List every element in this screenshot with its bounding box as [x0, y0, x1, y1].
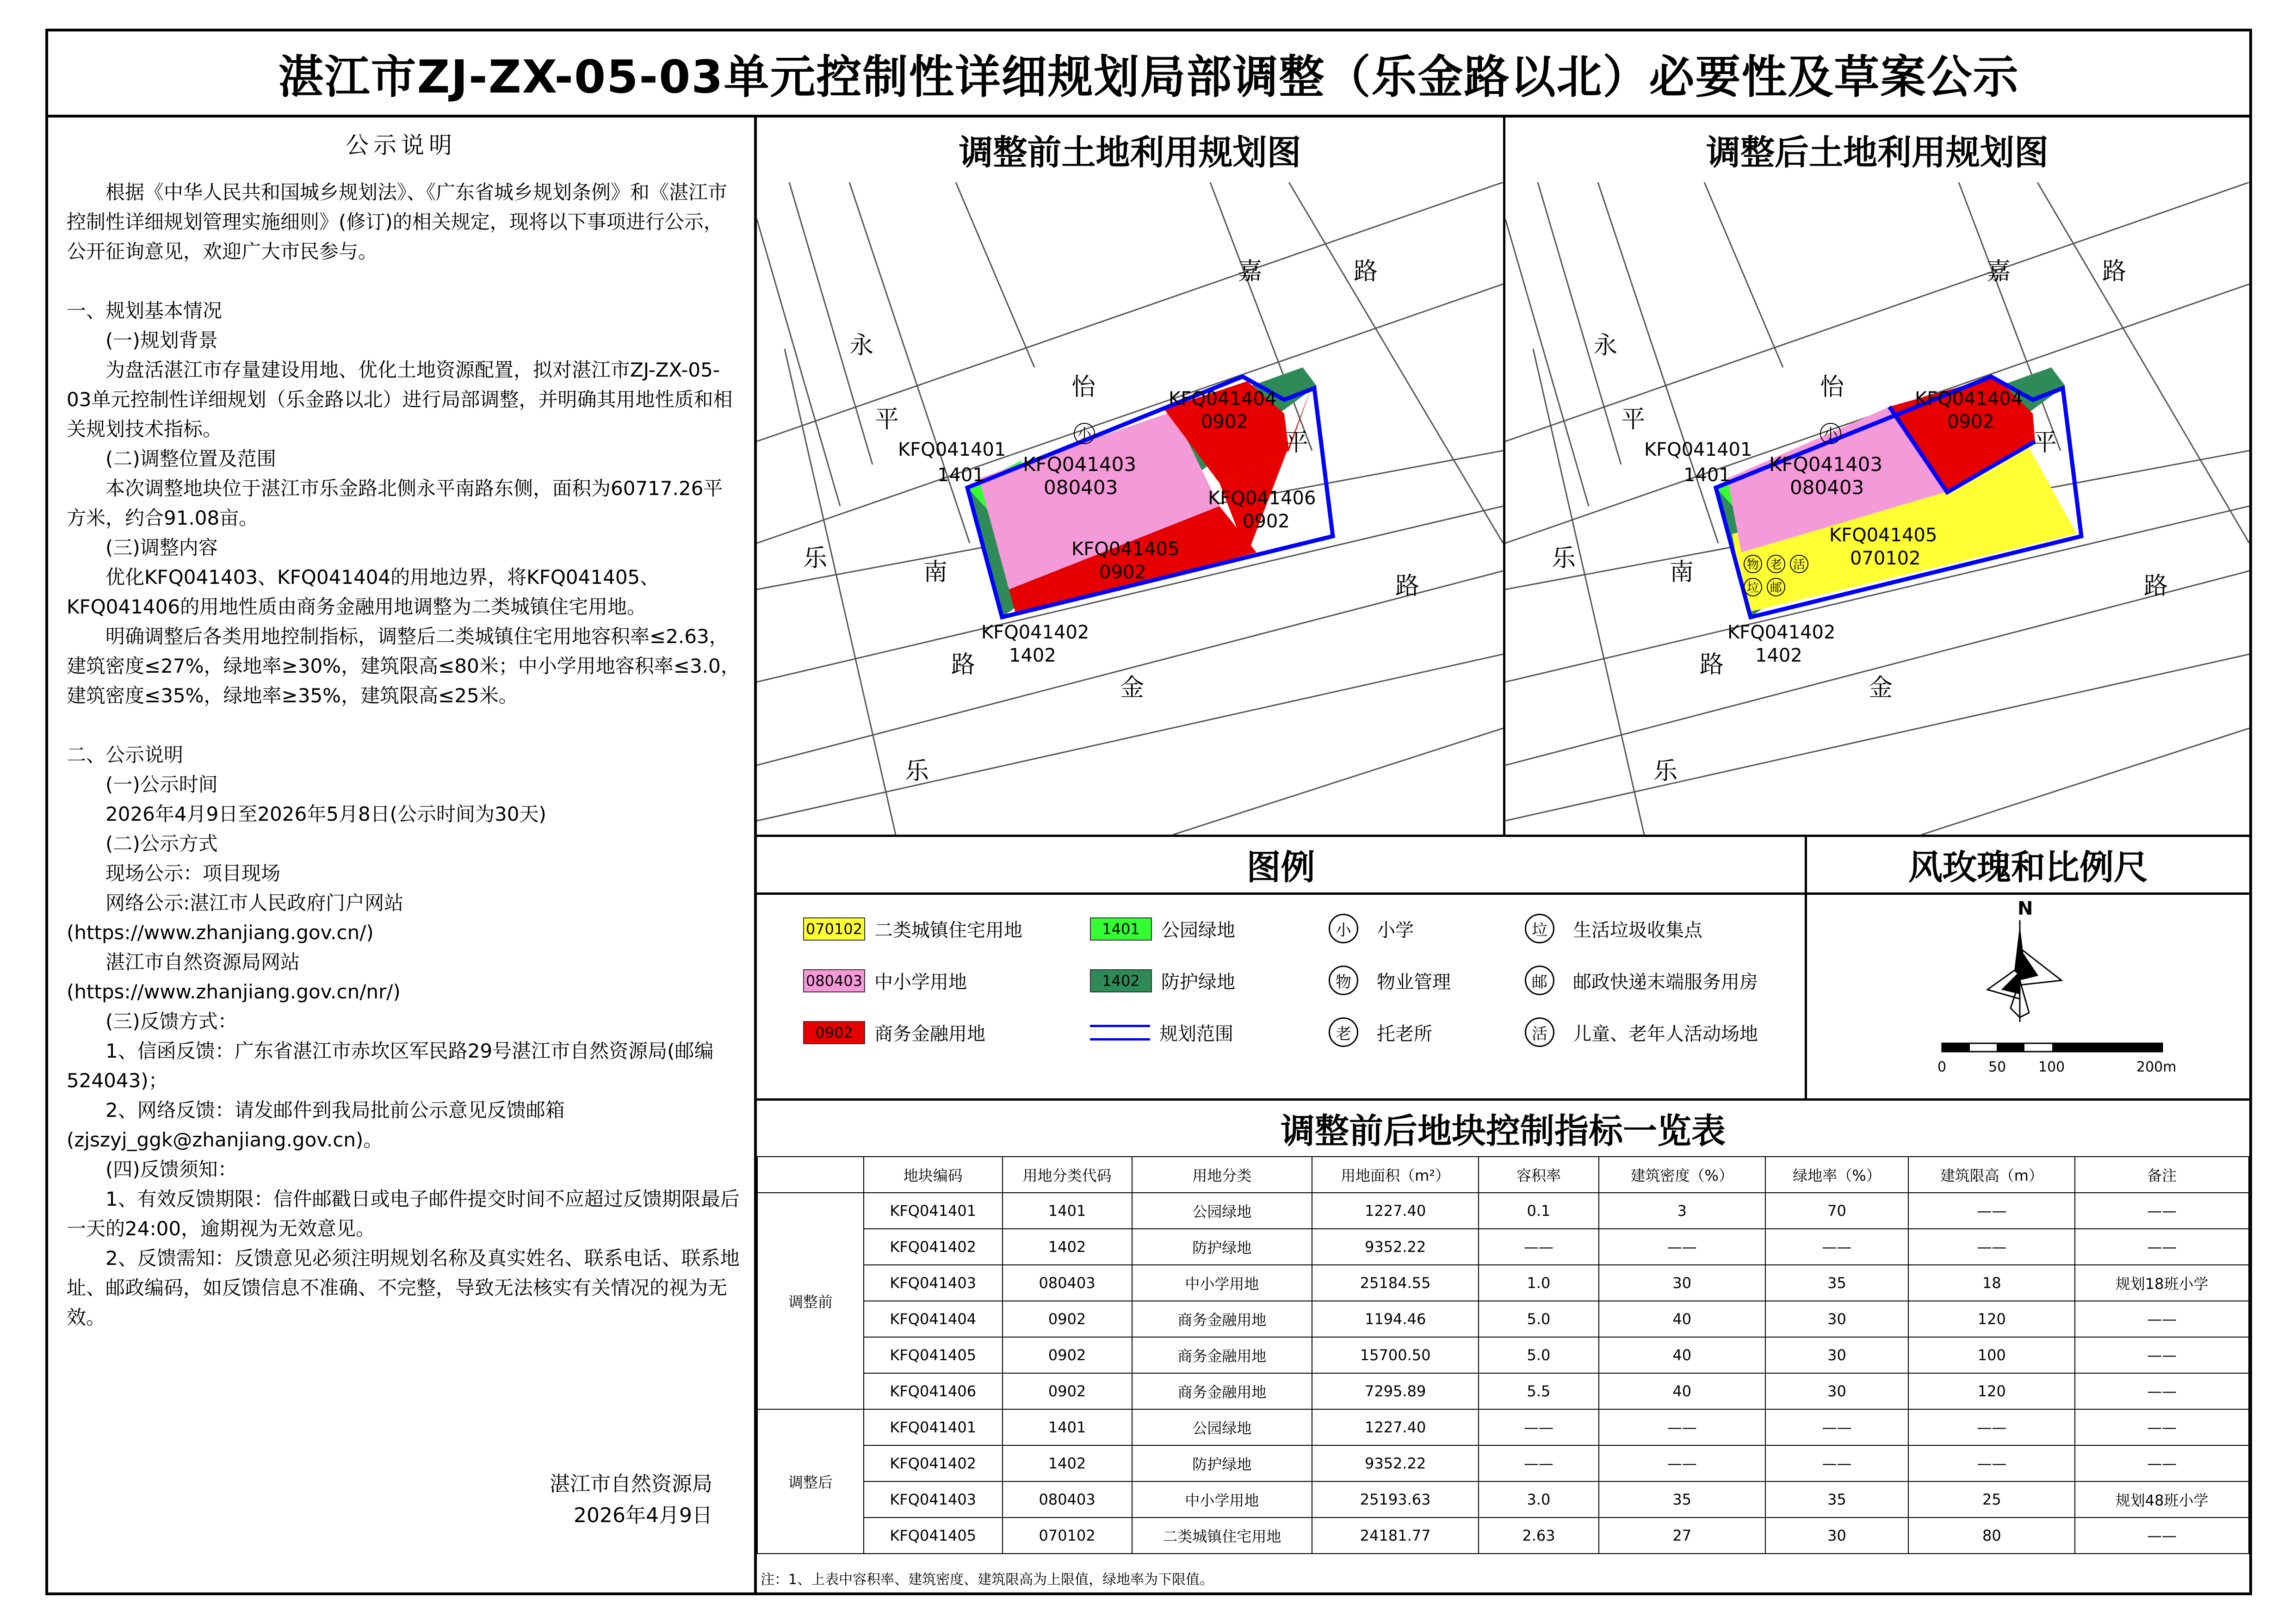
table-row	[757, 1301, 2249, 1337]
legend-symbol-school	[1329, 914, 1414, 943]
table-cell: 25193.63	[1312, 1481, 1479, 1518]
before-map[interactable]	[757, 182, 1503, 835]
table-cell: 2.63	[1479, 1518, 1599, 1554]
table-cell: ——	[1479, 1445, 1599, 1481]
road-label-nan: 南	[923, 558, 948, 586]
road-label-le: 乐	[803, 545, 828, 572]
table-cell: 27	[1599, 1518, 1765, 1554]
notice-url[interactable]: (https://www.zhanjiang.gov.cn/nr/)	[67, 980, 401, 1003]
notice-paragraph: 根据《中华人民共和国城乡规划法》、《广东省城乡规划条例》和《湛江市控制性详细规划管理实施细则》(修订)的相关规定，现将以下事项进行公示，公开征询意见，欢迎广大市民参与。	[67, 181, 728, 263]
table-cell: ——	[2075, 1518, 2249, 1554]
legend-symbol-postal	[1525, 966, 1758, 995]
parcel-label-kfq041406: KFQ041406	[1208, 488, 1316, 509]
table-cell: 1.0	[1479, 1265, 1599, 1301]
scale-tick-50: 50	[1988, 1059, 2006, 1075]
legend-label: 儿童、老年人活动场地	[1573, 1023, 1758, 1045]
table-cell: 5.5	[1479, 1373, 1599, 1409]
road-label-ping: 平	[875, 406, 899, 434]
before-map-panel	[757, 118, 1505, 835]
signature-date: 2026年4月9日	[574, 1504, 712, 1527]
notice-paragraph: 2、反馈需知：反馈意见必须注明规划名称及真实姓名、联系电话、联系地址、邮政编码，如反馈信息不准确、不完整，导致无法核实有关情况的视为无效。	[67, 1247, 740, 1329]
table-header: 绿地率（%）	[1765, 1157, 1909, 1193]
road-label-jia: 嘉	[1987, 258, 2011, 285]
table-cell: 15700.50	[1312, 1337, 1479, 1373]
table-cell: 70	[1765, 1193, 1909, 1229]
road-label-jin: 金	[1869, 674, 1893, 702]
notice-subheading: (四)反馈须知：	[105, 1158, 237, 1181]
table-header: 用地分类	[1132, 1157, 1312, 1193]
scale-tick-100: 100	[2038, 1059, 2065, 1075]
table-cell: 商务金融用地	[1132, 1373, 1312, 1409]
legend-swatch-boundary	[1090, 1025, 1150, 1041]
table-cell: 0902	[1003, 1301, 1132, 1337]
group-label-before: 调整前	[757, 1193, 864, 1409]
parcel-label-kfq041402: KFQ041402	[981, 622, 1089, 643]
table-cell: ——	[1765, 1229, 1909, 1265]
elderly-care-icon: 老	[1767, 555, 1785, 573]
table-cell: 1401	[1003, 1193, 1132, 1229]
road-label-yong: 永	[849, 332, 874, 359]
legend-panel	[757, 835, 1807, 1098]
table-cell: 120	[1908, 1301, 2075, 1337]
legend-label: 托老所	[1377, 1023, 1432, 1045]
table-cell: 9352.22	[1312, 1445, 1479, 1481]
garbage-station-icon: 垃	[1525, 914, 1554, 943]
legend-item-buffer	[1090, 967, 1235, 994]
table-title: 调整前后地块控制指标一览表	[1281, 1111, 1726, 1151]
parcel-code-1401: 1401	[1683, 465, 1731, 486]
table-cell: ——	[1908, 1445, 2075, 1481]
legend-label: 物业管理	[1377, 971, 1451, 993]
road-label-lu: 路	[1700, 651, 1724, 679]
notice-paragraph: 1、有效反馈期限：信件邮戳日或电子邮件提交时间不应超过反馈期限最后一天的24:00，逾期视为无效意见。	[67, 1188, 740, 1240]
table-cell: 35	[1599, 1481, 1765, 1518]
elderly-care-icon: 老	[1329, 1017, 1358, 1047]
table-header: 地块编码	[864, 1157, 1003, 1193]
table-cell: KFQ041404	[864, 1301, 1003, 1337]
table-cell: 18	[1908, 1265, 2075, 1301]
table-cell: ——	[2075, 1301, 2249, 1337]
after-map-panel	[1505, 118, 2249, 835]
road-label-ping-2: 平	[1284, 429, 1309, 457]
notice-subheading: (三)调整内容	[105, 536, 218, 559]
table-header: 用地分类代码	[1003, 1157, 1132, 1193]
legend-label: 规划范围	[1159, 1023, 1233, 1045]
table-cell: 30	[1765, 1337, 1909, 1373]
postal-service-icon: 邮	[1767, 578, 1785, 596]
table-cell: 30	[1765, 1373, 1909, 1409]
control-table	[757, 1156, 2249, 1554]
table-cell: 30	[1765, 1301, 1909, 1337]
table-cell: ——	[2075, 1373, 2249, 1409]
table-cell: KFQ041405	[864, 1337, 1003, 1373]
legend-label: 邮政快递末端服务用房	[1573, 971, 1758, 993]
page-title: 湛江市ZJ-ZX-05-03单元控制性详细规划局部调整（乐金路以北）必要性及草案公示	[48, 31, 2249, 118]
parcel-label-kfq041401: KFQ041401	[1644, 439, 1752, 460]
table-cell: KFQ041405	[864, 1518, 1003, 1554]
table-cell: 30	[1765, 1518, 1909, 1554]
notice-subheading: (一)公示时间	[105, 773, 218, 796]
parcel-label-kfq041401: KFQ041401	[898, 439, 1006, 460]
table-cell: 3	[1599, 1193, 1765, 1229]
school-icon: 小	[1820, 423, 1841, 444]
road-label-jia: 嘉	[1238, 258, 1262, 285]
legend-item-park	[1090, 916, 1235, 942]
property-management-icon: 物	[1744, 555, 1762, 573]
table-cell: 公园绿地	[1132, 1193, 1312, 1229]
parcel-code-0902: 0902	[1947, 411, 1994, 433]
notice-body	[67, 178, 742, 1332]
table-cell: 1402	[1003, 1229, 1132, 1265]
table-cell: ——	[1599, 1229, 1765, 1265]
table-cell: KFQ041403	[864, 1481, 1003, 1518]
table-row	[757, 1229, 2249, 1265]
postal-service-icon: 邮	[1525, 966, 1554, 995]
table-cell: 40	[1599, 1373, 1765, 1409]
after-map[interactable]	[1505, 182, 2249, 835]
activity-area-icon: 活	[1790, 555, 1808, 573]
road-label-ping: 平	[1621, 406, 1646, 434]
notice-heading: 公示说明	[346, 132, 457, 159]
table-cell: 0902	[1003, 1337, 1132, 1373]
table-cell: 中小学用地	[1132, 1265, 1312, 1301]
north-label: N	[2018, 898, 2033, 919]
parcel-code-080403: 080403	[1044, 476, 1118, 499]
table-cell: 35	[1765, 1265, 1909, 1301]
table-row	[757, 1481, 2249, 1518]
table-cell: 070102	[1003, 1518, 1132, 1554]
notice-paragraph: 为盘活湛江市存量建设用地、优化土地资源配置，拟对湛江市ZJ-ZX-05-03单元控制性详细规划（乐金路以北）进行局部调整，并明确其用地性质和相关规划技术指标。	[67, 359, 733, 440]
table-cell: 1402	[1003, 1445, 1132, 1481]
parcel-code-0902-b: 0902	[1243, 511, 1290, 532]
table-cell: 35	[1765, 1481, 1909, 1518]
table-cell: 24181.77	[1312, 1518, 1479, 1554]
table-cell: ——	[1479, 1409, 1599, 1445]
notice-section-heading: 一、规划基本情况	[67, 299, 223, 322]
table-row	[757, 1409, 2249, 1445]
parcel-code-1402: 1402	[1755, 645, 1802, 666]
notice-paragraph: 2、网络反馈：请发邮件到我局批前公示意见反馈邮箱(zjszyj_ggk@zhanjiang.gov.cn)。	[67, 1099, 565, 1151]
activity-area-icon: 活	[1525, 1017, 1554, 1047]
notice-paragraph: 明确调整后各类用地控制指标，调整后二类城镇住宅用地容积率≤2.63，建筑密度≤27%，绿地率≥30%，建筑限高≤80米；中小学用地容积率≤3.0，建筑密度≤35%，绿地率≥35%，建筑限高≤25米。	[67, 625, 740, 707]
table-header-row	[757, 1157, 2249, 1193]
group-label-after: 调整后	[757, 1409, 864, 1554]
table-cell: 120	[1908, 1373, 2075, 1409]
parcel-label-kfq041404: KFQ041404	[1915, 388, 2023, 409]
legend-symbol-elderly	[1329, 1017, 1432, 1047]
table-cell: 商务金融用地	[1132, 1301, 1312, 1337]
legend-item-residential	[803, 916, 1022, 942]
legend-label: 二类城镇住宅用地	[874, 920, 1022, 941]
property-management-icon: 物	[1329, 966, 1358, 995]
table-row	[757, 1193, 2249, 1229]
table-cell: 080403	[1003, 1481, 1132, 1518]
compass-title: 风玫瑰和比例尺	[1807, 837, 2249, 895]
table-cell: ——	[1765, 1445, 1909, 1481]
parcel-code-070102: 070102	[1850, 548, 1921, 569]
table-cell: ——	[1908, 1409, 2075, 1445]
road-label-lu-3: 路	[1354, 258, 1378, 285]
legend-label: 防护绿地	[1161, 972, 1235, 993]
table-note: 注：1、上表中容积率、建筑密度、建筑限高为上限值，绿地率为下限值。	[761, 1572, 1214, 1588]
notice-paragraph: 现场公示：项目现场	[105, 862, 281, 885]
notice-url[interactable]: (https://www.zhanjiang.gov.cn/)	[67, 921, 374, 944]
table-cell: ——	[2075, 1337, 2249, 1373]
parcel-label-kfq041404: KFQ041404	[1169, 388, 1277, 409]
legend-item-commercial	[803, 1019, 985, 1046]
road-label-lu-2: 路	[1395, 572, 1420, 600]
road-label-jin: 金	[1120, 674, 1145, 702]
legend-swatch: 070102	[803, 917, 865, 941]
notice-paragraph: 1、信函反馈：广东省湛江市赤坎区军民路29号湛江市自然资源局(邮编524043)；	[67, 1040, 714, 1092]
road-label-le: 乐	[1552, 545, 1576, 572]
road-label-le-2: 乐	[905, 757, 929, 785]
table-header: 备注	[2075, 1157, 2249, 1193]
legend-label: 商务金融用地	[874, 1023, 985, 1045]
table-row	[757, 1445, 2249, 1481]
table-cell: 40	[1599, 1301, 1765, 1337]
parcel-code-080403: 080403	[1790, 476, 1864, 499]
parcel-label-kfq041403: KFQ041403	[1769, 453, 1883, 476]
table-cell: KFQ041401	[864, 1409, 1003, 1445]
road-label-yi: 怡	[1820, 373, 1844, 401]
table-cell: 5.0	[1479, 1337, 1599, 1373]
legend-label: 中小学用地	[874, 972, 967, 993]
table-header: 容积率	[1479, 1157, 1599, 1193]
parcel-label-kfq041405: KFQ041405	[1829, 525, 1937, 546]
before-map-title: 调整前土地利用规划图	[757, 118, 1503, 185]
parcel-label-kfq041403: KFQ041403	[1023, 453, 1137, 476]
parcel-code-0902-c: 0902	[1099, 562, 1146, 583]
legend-label: 公园绿地	[1161, 920, 1235, 941]
table-cell: 9352.22	[1312, 1229, 1479, 1265]
legend-swatch: 0902	[803, 1021, 865, 1044]
table-cell: 1401	[1003, 1409, 1132, 1445]
table-cell: 防护绿地	[1132, 1445, 1312, 1481]
after-map-title: 调整后土地利用规划图	[1505, 118, 2249, 185]
legend-swatch: 1401	[1090, 917, 1152, 941]
legend-item-school	[803, 967, 967, 994]
road-label-yi: 怡	[1071, 373, 1096, 401]
road-label-lu: 路	[951, 651, 976, 679]
notice-subheading: (三)反馈方式：	[105, 1010, 237, 1033]
table-header	[757, 1157, 864, 1193]
notice-paragraph: 本次调整地块位于湛江市乐金路北侧永平南路东侧，面积为60717.26平方米，约合91.08亩。	[67, 477, 723, 529]
road-label-le-2: 乐	[1653, 757, 1678, 785]
scale-tick-0: 0	[1937, 1059, 1947, 1075]
notice-paragraph: 优化KFQ041403、KFQ041404的用地边界，将KFQ041405、KFQ041406的用地性质由商务金融用地调整为二类城镇住宅用地。	[67, 566, 660, 618]
table-cell: ——	[1599, 1409, 1765, 1445]
table-cell: 100	[1908, 1337, 2075, 1373]
road-label-yong: 永	[1593, 332, 1618, 359]
legend-label: 生活垃圾收集点	[1573, 919, 1702, 941]
table-cell: 商务金融用地	[1132, 1337, 1312, 1373]
table-cell: KFQ041401	[864, 1193, 1003, 1229]
notice-paragraph: 湛江市自然资源局网站	[105, 951, 300, 973]
road-label-lu-3: 路	[2102, 258, 2127, 285]
road-label-ping-2: 平	[2033, 429, 2057, 457]
compass-panel	[1807, 835, 2249, 1098]
notice-paragraph: 2026年4月9日至2026年5月8日(公示时间为30天)	[105, 803, 546, 825]
table-cell: ——	[1908, 1193, 2075, 1229]
table-cell: 规划48班小学	[2075, 1481, 2249, 1518]
control-table-panel	[757, 1098, 2249, 1592]
table-cell: ——	[1599, 1445, 1765, 1481]
parcel-code-1402: 1402	[1009, 645, 1056, 666]
legend-swatch: 080403	[803, 969, 865, 992]
table-row	[757, 1265, 2249, 1301]
table-cell: 7295.89	[1312, 1373, 1479, 1409]
road-label-lu-2: 路	[2144, 572, 2168, 600]
table-cell: KFQ041402	[864, 1445, 1003, 1481]
table-cell: 25	[1908, 1481, 2075, 1518]
table-header: 建筑密度（%）	[1599, 1157, 1765, 1193]
legend-item-boundary	[1090, 1019, 1233, 1046]
table-cell: ——	[2075, 1229, 2249, 1265]
legend-label: 小学	[1377, 919, 1414, 941]
table-cell: KFQ041406	[864, 1373, 1003, 1409]
signature-org: 湛江市自然资源局	[550, 1472, 712, 1496]
table-cell: 25184.55	[1312, 1265, 1479, 1301]
table-cell: 40	[1599, 1337, 1765, 1373]
notice-subheading: (二)公示方式	[105, 832, 218, 855]
legend-symbol-garbage	[1525, 914, 1702, 943]
table-cell: 中小学用地	[1132, 1481, 1312, 1518]
wind-rose-icon	[1974, 920, 2066, 1022]
notice-panel	[48, 118, 757, 1592]
table-row	[757, 1373, 2249, 1409]
table-cell: ——	[2075, 1445, 2249, 1481]
table-cell: 防护绿地	[1132, 1229, 1312, 1265]
table-header: 建筑限高（m）	[1908, 1157, 2075, 1193]
signature	[550, 1468, 712, 1531]
table-header: 用地面积（m²）	[1312, 1157, 1479, 1193]
table-cell: 1227.40	[1312, 1409, 1479, 1445]
garbage-station-icon: 垃	[1744, 578, 1762, 596]
table-cell: ——	[1765, 1409, 1909, 1445]
table-cell: 80	[1908, 1518, 2075, 1554]
table-cell: KFQ041402	[864, 1229, 1003, 1265]
notice-subheading: (一)规划背景	[105, 329, 218, 352]
table-cell: 080403	[1003, 1265, 1132, 1301]
table-cell: 1194.46	[1312, 1301, 1479, 1337]
parcel-label-kfq041402: KFQ041402	[1727, 622, 1836, 643]
legend-symbol-property	[1329, 966, 1451, 995]
parcel-code-0902-a: 0902	[1201, 411, 1248, 433]
table-cell: 0.1	[1479, 1193, 1599, 1229]
legend-title: 图例	[757, 837, 1805, 895]
road-label-nan: 南	[1670, 558, 1694, 586]
table-cell: ——	[1908, 1229, 2075, 1265]
table-cell: ——	[1479, 1229, 1599, 1265]
table-cell: 0902	[1003, 1373, 1132, 1409]
legend-symbol-activity	[1525, 1017, 1758, 1047]
parcel-code-1401: 1401	[937, 465, 984, 486]
table-cell: 3.0	[1479, 1481, 1599, 1518]
table-cell: 公园绿地	[1132, 1409, 1312, 1445]
notice-paragraph: 网络公示:湛江市人民政府门户网站	[105, 892, 404, 914]
table-row	[757, 1337, 2249, 1373]
table-row	[757, 1518, 2249, 1554]
table-cell: ——	[2075, 1193, 2249, 1229]
table-cell: 30	[1599, 1265, 1765, 1301]
table-cell: 二类城镇住宅用地	[1132, 1518, 1312, 1554]
table-cell: 1227.40	[1312, 1193, 1479, 1229]
school-icon: 小	[1074, 423, 1095, 444]
legend-swatch: 1402	[1090, 969, 1152, 992]
school-icon: 小	[1329, 914, 1358, 943]
table-cell: ——	[2075, 1409, 2249, 1445]
table-cell: 规划18班小学	[2075, 1265, 2249, 1301]
scale-bar	[1941, 1041, 2163, 1054]
notice-subheading: (二)调整位置及范围	[105, 447, 276, 470]
table-cell: KFQ041403	[864, 1265, 1003, 1301]
table-cell: 5.0	[1479, 1301, 1599, 1337]
parcel-label-kfq041405: KFQ041405	[1071, 539, 1180, 560]
notice-section-heading: 二、公示说明	[67, 743, 184, 766]
scale-tick-200m: 200m	[2136, 1059, 2177, 1075]
